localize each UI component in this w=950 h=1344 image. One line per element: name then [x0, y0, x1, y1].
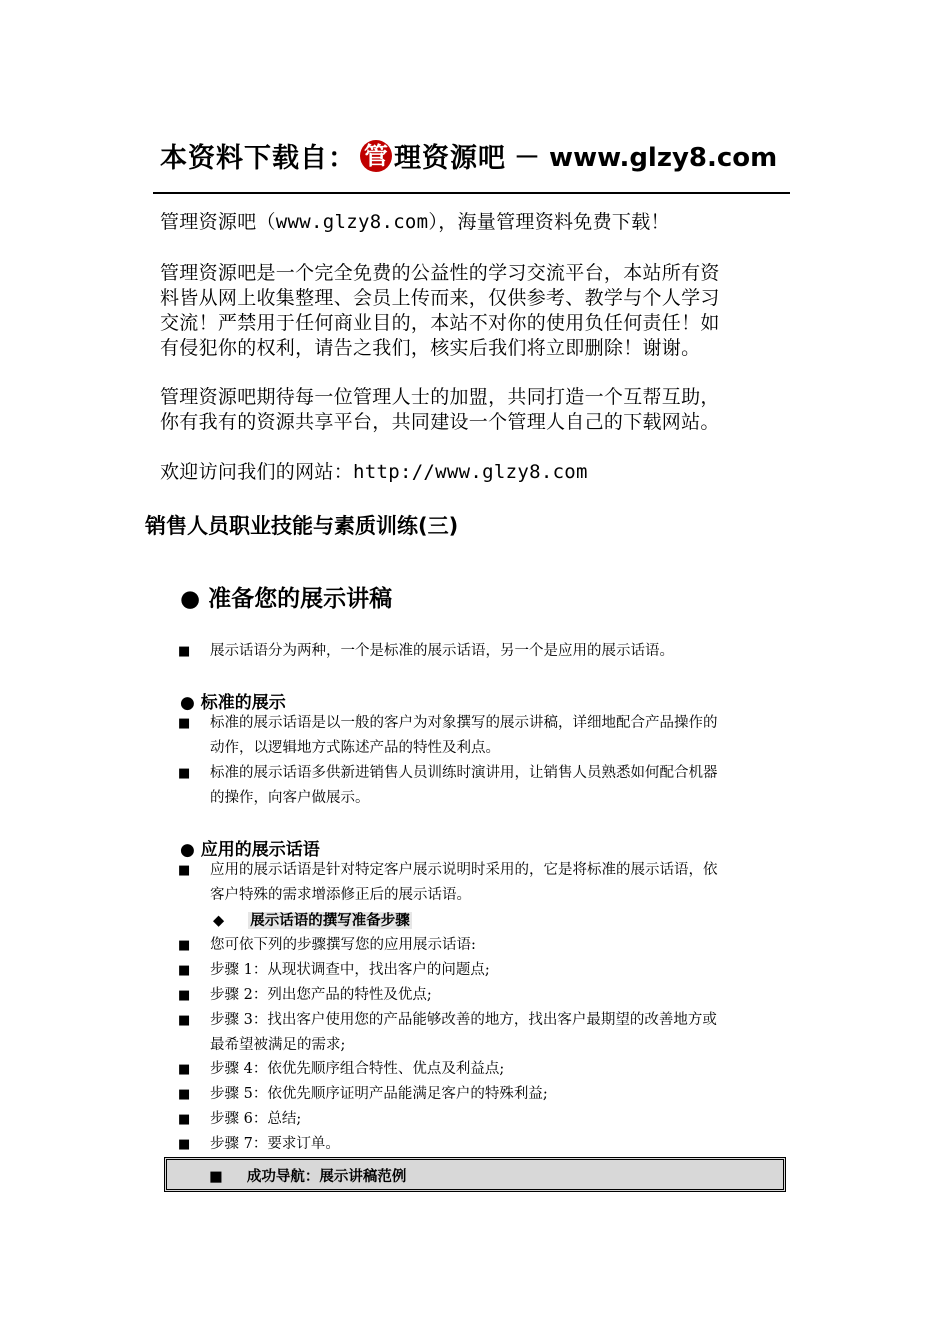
steps-subheading	[213, 909, 412, 930]
document-title: 销售人员职业技能与素质训练(三)	[145, 514, 459, 538]
square-bullet-icon: ■	[178, 1087, 191, 1102]
item-text: 展示话语分为两种，一个是标准的展示话语，另一个是应用的展示话语。	[210, 643, 674, 659]
notice-para2	[160, 261, 800, 361]
list-item	[178, 1107, 808, 1132]
item-line: 步骤 6：总结;	[210, 1111, 302, 1127]
success-guide-text: 成功导航：展示讲稿范例	[246, 1168, 407, 1185]
item-line: 应用的展示话语是针对特定客户展示说明时采用的，它是将标准的展示话语，依	[210, 862, 718, 878]
item-line: 步骤 7：要求订单。	[210, 1136, 340, 1152]
item-line: 客户特殊的需求增添修正后的展示话语。	[210, 887, 471, 903]
square-bullet-icon: ■	[178, 963, 191, 978]
list-item	[178, 1132, 808, 1157]
welcome-text[interactable]: 欢迎访问我们的网站：http://www.glzy8.com	[160, 461, 588, 483]
square-bullet-icon: ■	[178, 938, 191, 953]
list-item	[178, 983, 808, 1008]
item-line: 步骤 2：列出您产品的特性及优点;	[210, 987, 432, 1003]
square-bullet-icon: ■	[178, 644, 191, 659]
list-item	[178, 761, 808, 811]
square-bullet-icon: ■	[178, 1137, 191, 1152]
square-bullet-icon: ■	[178, 988, 191, 1003]
item-line: 步骤 5：依优先顺序证明产品能满足客户的特殊利益;	[210, 1086, 548, 1102]
notice-welcome	[160, 460, 800, 485]
site-logo-icon: 管	[360, 140, 392, 172]
square-bullet-icon: ■	[178, 1062, 191, 1077]
notice-para2-line: 管理资源吧是一个完全免费的公益性的学习交流平台，本站所有资	[160, 262, 720, 284]
list-item	[178, 958, 808, 983]
notice-para2-line: 有侵犯你的权利，请告之我们，核实后我们将立即删除！谢谢。	[160, 337, 701, 359]
item-line: 步骤 4：依优先顺序组合特性、优点及利益点;	[210, 1061, 505, 1077]
list-item	[178, 1057, 808, 1082]
item-line: 标准的展示话语是以一般的客户为对象撰写的展示讲稿，详细地配合产品操作的	[210, 715, 718, 731]
header-banner	[160, 136, 800, 180]
steps-subheading-text: 展示话语的撰写准备步骤	[250, 912, 410, 929]
square-bullet-icon: ■	[178, 766, 191, 781]
list-item	[178, 639, 808, 664]
list-item	[178, 933, 808, 958]
banner-prefix: 本资料下载自：	[160, 143, 356, 174]
item-line: 动作，以逻辑地方式陈述产品的特性及利点。	[210, 740, 500, 756]
list-item	[178, 1082, 808, 1107]
notice-line1-text: 管理资源吧（www.glzy8.com），海量管理资料免费下载！	[160, 211, 670, 233]
item-line: 步骤 3：找出客户使用您的产品能够改善的地方，找出客户最期望的改善地方或	[210, 1012, 717, 1028]
subsection-title-standard: ● 标准的展示	[180, 693, 286, 713]
header-divider	[153, 192, 790, 194]
notice-para3-line: 管理资源吧期待每一位管理人士的加盟，共同打造一个互帮互助，	[160, 386, 720, 408]
list-item	[178, 1008, 808, 1058]
square-bullet-icon: ■	[178, 716, 191, 731]
square-bullet-icon: ■	[178, 863, 191, 878]
success-guide-content	[209, 1165, 406, 1186]
notice-para3	[160, 385, 800, 435]
diamond-bullet-icon: ◆	[213, 912, 225, 929]
item-line: 的操作，向客户做展示。	[210, 790, 370, 806]
notice-line1	[160, 210, 800, 235]
item-line: 步骤 1：从现状调查中，找出客户的问题点;	[210, 962, 490, 978]
square-bullet-icon: ■	[209, 1168, 223, 1185]
item-line: 最希望被满足的需求;	[210, 1037, 346, 1053]
notice-para2-line: 料皆从网上收集整理、会员上传而来，仅供参考、教学与个人学习	[160, 287, 720, 309]
item-line: 您可依下列的步骤撰写您的应用展示话语:	[210, 937, 476, 953]
success-guide-box	[164, 1157, 786, 1192]
square-bullet-icon: ■	[178, 1013, 191, 1028]
list-item	[178, 858, 808, 908]
banner-url[interactable]: － www.glzy8.com	[514, 143, 778, 173]
item-line: 标准的展示话语多供新进销售人员训练时演讲用，让销售人员熟悉如何配合机器	[210, 765, 718, 781]
section-title: ● 准备您的展示讲稿	[180, 586, 393, 612]
square-bullet-icon: ■	[178, 1112, 191, 1127]
notice-para2-line: 交流！严禁用于任何商业目的，本站不对你的使用负任何责任！如	[160, 312, 720, 334]
banner-site-name: 理资源吧	[394, 143, 506, 174]
subsection-title-applied: ● 应用的展示话语	[180, 840, 320, 860]
notice-para3-line: 你有我有的资源共享平台，共同建设一个管理人自己的下载网站。	[160, 411, 720, 433]
list-item	[178, 711, 808, 761]
